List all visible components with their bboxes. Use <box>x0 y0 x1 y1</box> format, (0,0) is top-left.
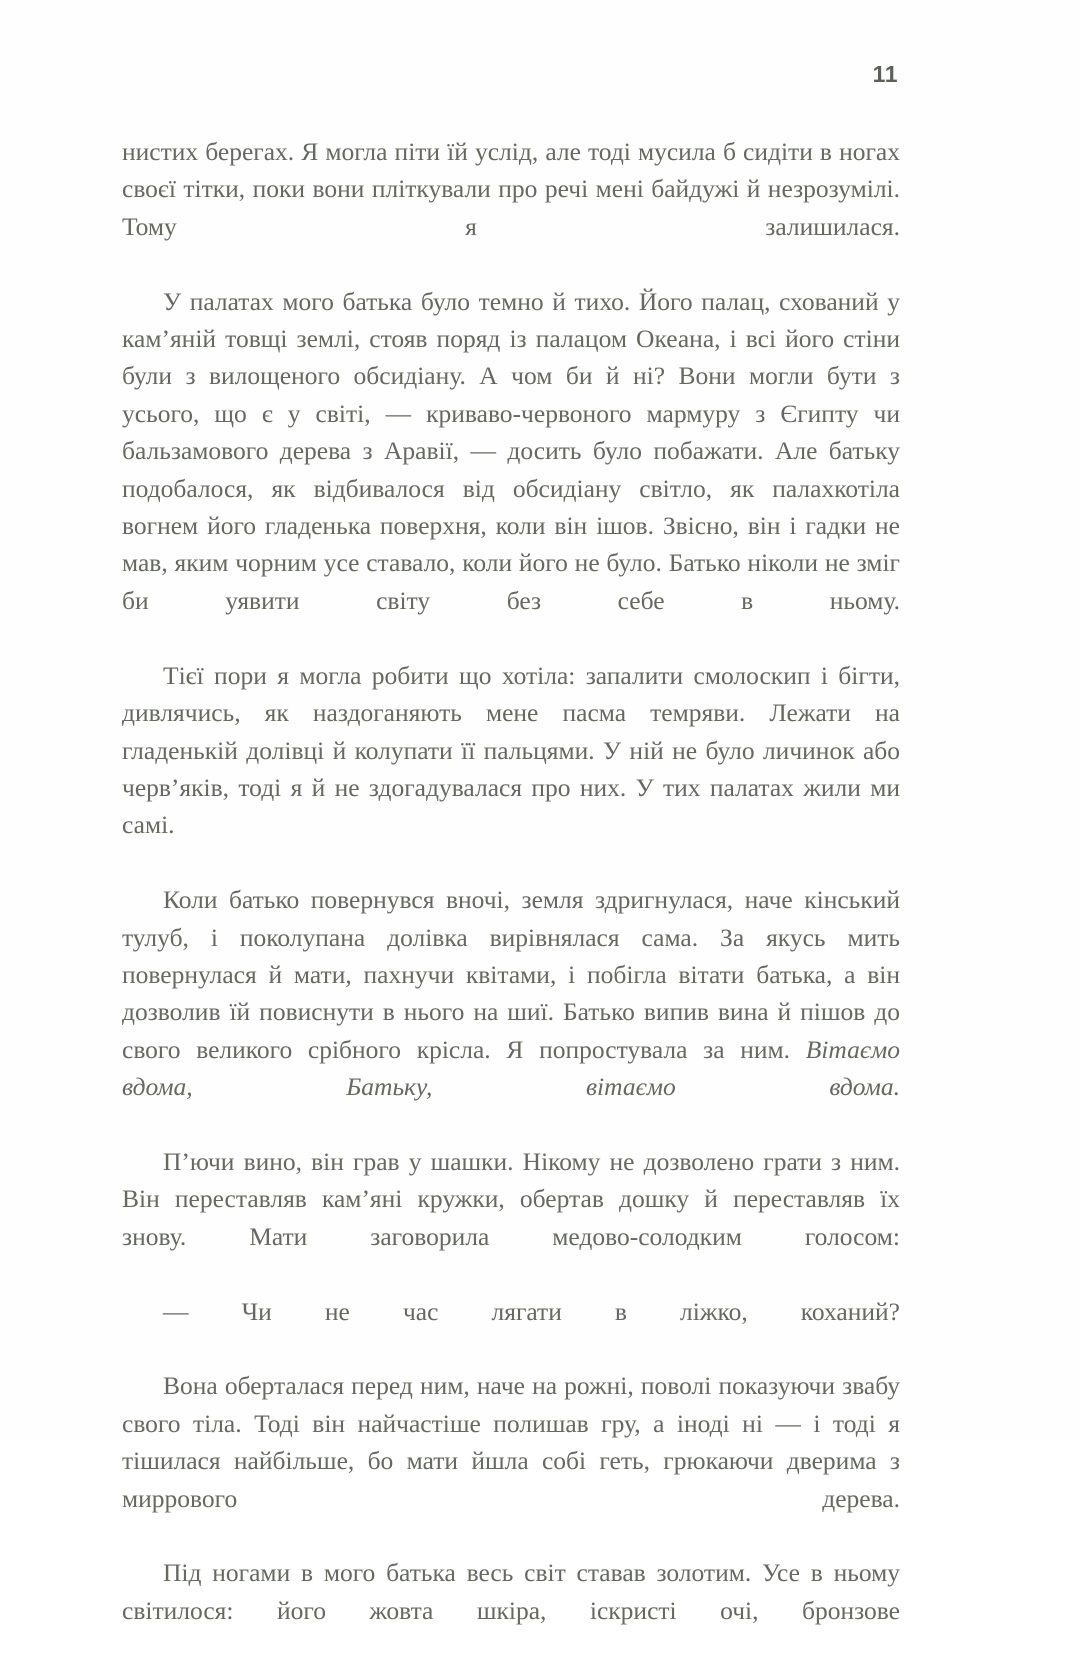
paragraph-7: Вона оберталася перед ним, наче на рожні, поволі показуючи звабу свого тіла. Тоді він найчастіше полишав гру, а іноді ні — і тоді я тішилася найбільше, бо мати йшла собі геть, грюкаючи дверима з миррового дерева. <box>122 1371 900 1513</box>
paragraph-5: П’ючи вино, він грав у шашки. Нікому не дозволено грати з ним. Він переставляв кам’яні кружки, обертав дошку й переставляв їх знову. Мати заговорила медово-солодким голосом: <box>122 1146 900 1251</box>
paragraph-8: Під ногами в мого батька весь світ ставав золотим. Усе в ньому світилося: його жовта шкіра, іскристі очі, бронзове <box>122 1558 900 1625</box>
paragraph-1: нистих берегах. Я могла піти їй услід, але тоді мусила б сидіти в ногах своєї тітки, поки вони пліткували про речі мені байдужі й незрозумілі. Тому я залишилася. <box>122 137 900 241</box>
page-number: 11 <box>872 61 898 87</box>
paragraph-4-italic-quote: Вітаємо вдома, Батьку, вітаємо вдома. <box>122 1034 900 1102</box>
paragraph-3: Тієї пори я могла робити що хотіла: запалити смолоскип і бігти, дивлячись, як наздоганяють мене пасма темряви. Лежати на гладенькій долівці й колупати її пальцями. У ній не було личинок або черв’яків, тоді я й не здогадувалася про них. У тих палатах жили ми самі. <box>122 660 900 840</box>
paragraph-4-roman-segment: Коли батько повернувся вночі, земля здригнулася, наче кінський тулуб, і поколупана долівка вирівнялася сама. За якусь мить повернулася й мати, пахнучи квітами, і побігла вітати батька, а він дозволив їй повиснути в нього на шиї. Батько випив вина й пішов до свого великого срібного крісла. Я попростувала за ним. <box>122 885 900 1064</box>
body-text-block <box>122 133 900 1667</box>
paragraph-6-dialogue-line: — Чи не час лягати в ліжко, коханий? <box>163 1296 900 1326</box>
paragraph-2: У палатах мого батька було темно й тихо. Його палац, схований у кам’яній товщі землі, стояв поряд із палацом Океана, і всі його стіни були з вилощеного обсидіану. А чом би й ні? Вони могли бути з усього, що є у світі, — криваво-червоного мармуру з Єгипту чи бальзамового дерева з Аравії, — досить було побажати. Але батьку подобалося, як відбивалося від обсидіану світло, як палахкотіла вогнем його гладенька поверхня, коли він ішов. Звісно, він і гадки не мав, яким чорним усе ставало, коли його не було. Батько ніколи не зміг би уявити світу без себе в ньому. <box>122 286 900 615</box>
paragraph-4 <box>122 881 900 1143</box>
